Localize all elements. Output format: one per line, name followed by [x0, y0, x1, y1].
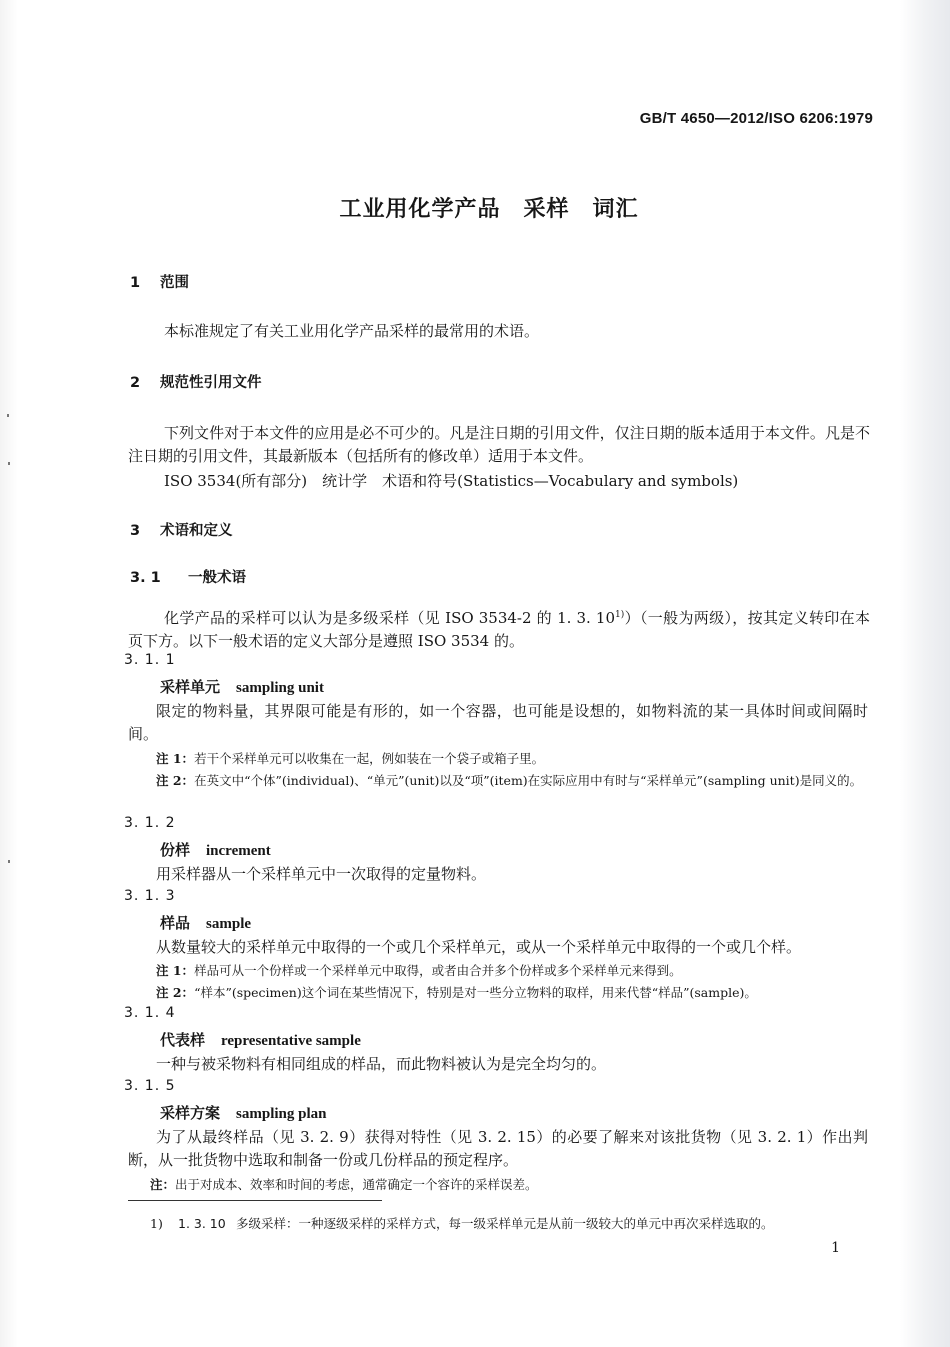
section-number: 3. 1: [130, 570, 161, 586]
term-number: 3. 1. 4: [124, 1005, 176, 1021]
term-note: [156, 982, 868, 1003]
footnote: [150, 1214, 774, 1232]
document-title: 工业用化学产品 采样 词汇: [339, 197, 639, 222]
term-zh: 代表样: [160, 1031, 206, 1049]
term-heading: [160, 912, 251, 933]
term-definition: 用采样器从一个采样单元中一次取得的定量物料。: [156, 865, 487, 883]
term-number: 3. 1. 5: [124, 1078, 176, 1094]
term-en: representative sample: [221, 1033, 361, 1049]
term-zh: 采样方案: [160, 1104, 221, 1122]
term-en: increment: [206, 843, 271, 859]
term-en: sampling plan: [236, 1106, 327, 1122]
note-text: 在英文中“个体”(individual)、“单元”(unit)以及“项”(item)在实际应用中有时与“采样单元”(sampling unit)是同义的。: [194, 773, 863, 788]
section-title: 范围: [160, 275, 189, 291]
section-number: 2: [130, 375, 141, 391]
section-number: 3: [130, 523, 141, 539]
section-title: 规范性引用文件: [160, 375, 262, 391]
text-part: ）（一般为两级），按其定义转印在本页下方。以下一般术语的定义大部分是遵照 ISO 3534 的。: [128, 609, 870, 650]
text-part: 化学产品的采样可以认为是多级采样（见 ISO 3534-2 的 1. 3. 10: [164, 609, 616, 627]
section-1-text: 本标准规定了有关工业用化学产品采样的最常用的术语。: [164, 322, 540, 340]
term-heading: [160, 839, 271, 860]
note-text: 样品可从一个份样或一个采样单元中取得，或者由合并多个份样或多个采样单元来得到。: [194, 963, 682, 978]
note-text: 出于对成本、效率和时间的考虑，通常确定一个容许的采样误差。: [175, 1177, 538, 1192]
term-definition: 为了从最终样品（见 3. 2. 9）获得对特性（见 3. 2. 15）的必要了解来对该批货物（见 3. 2. 1）作出判断，从一批货物中选取和制备一份或几份样品的预定程序。: [128, 1128, 868, 1169]
term-en: sampling unit: [236, 680, 324, 696]
normative-reference: ISO 3534(所有部分) 统计学 术语和符号(Statistics—Vocabulary and symbols): [164, 472, 739, 490]
term-note: [156, 748, 868, 769]
term-heading: [160, 676, 324, 697]
term-en: sample: [206, 916, 252, 932]
term-zh: 样品: [160, 914, 191, 932]
section-2-text: 下列文件对于本文件的应用是必不可少的。凡是注日期的引用文件，仅注日期的版本适用于本文件。凡是不注日期的引用文件，其最新版本（包括所有的修改单）适用于本文件。: [128, 424, 870, 465]
section-2-heading: [130, 371, 262, 392]
note-text: 若干个采样单元可以收集在一起，例如装在一个袋子或箱子里。: [194, 751, 545, 766]
note-label: 注 2：: [156, 773, 195, 788]
section-number: 1: [130, 275, 141, 291]
footnote-mark: 1): [150, 1216, 163, 1231]
note-label: 注 2：: [156, 985, 195, 1000]
section-title: 术语和定义: [160, 523, 233, 539]
scan-speck: [7, 414, 9, 417]
scan-speck: [8, 462, 10, 465]
footnote-separator: [128, 1200, 382, 1201]
scan-speck: [8, 860, 10, 863]
standard-code: GB/T 4650—2012/ISO 6206:1979: [639, 110, 873, 127]
page-number: 1: [831, 1240, 840, 1256]
note-label: 注：: [150, 1177, 176, 1192]
term-note: [150, 1174, 862, 1195]
section-title: 一般术语: [188, 570, 246, 586]
term-heading: [160, 1102, 326, 1123]
footnote-reference[interactable]: 1): [615, 610, 625, 620]
term-number: 3. 1. 2: [124, 815, 176, 831]
footnote-ref: 1. 3. 10: [178, 1216, 226, 1231]
term-zh: 份样: [160, 841, 191, 859]
term-definition: 一种与被采物料有相同组成的样品，而此物料被认为是完全均匀的。: [156, 1055, 607, 1073]
note-text: “样本”(specimen)这个词在某些情况下，特别是对一些分立物料的取样，用来代替“样品”(sample)。: [194, 985, 757, 1000]
term-definition: 从数量较大的采样单元中取得的一个或几个采样单元，或从一个采样单元中取得的一个或几个样。: [156, 938, 802, 956]
term-definition: 限定的物料量，其界限可能是有形的，如一个容器，也可能是设想的，如物料流的某一具体时间或间隔时间。: [128, 702, 868, 743]
term-number: 3. 1. 1: [124, 652, 176, 668]
section-1-heading: [130, 271, 189, 292]
term-heading: [160, 1029, 361, 1050]
term-zh: 采样单元: [160, 678, 221, 696]
section-3-1-heading: [130, 566, 246, 587]
term-number: 3. 1. 3: [124, 888, 176, 904]
section-3-heading: [130, 519, 233, 540]
footnote-text: 多级采样：一种逐级采样的采样方式，每一级采样单元是从前一级较大的单元中再次采样选取的。: [236, 1216, 774, 1231]
note-label: 注 1：: [156, 751, 195, 766]
term-note: [156, 960, 868, 981]
term-note: [156, 770, 868, 791]
note-label: 注 1：: [156, 963, 195, 978]
section-3-1-text: [128, 604, 870, 653]
